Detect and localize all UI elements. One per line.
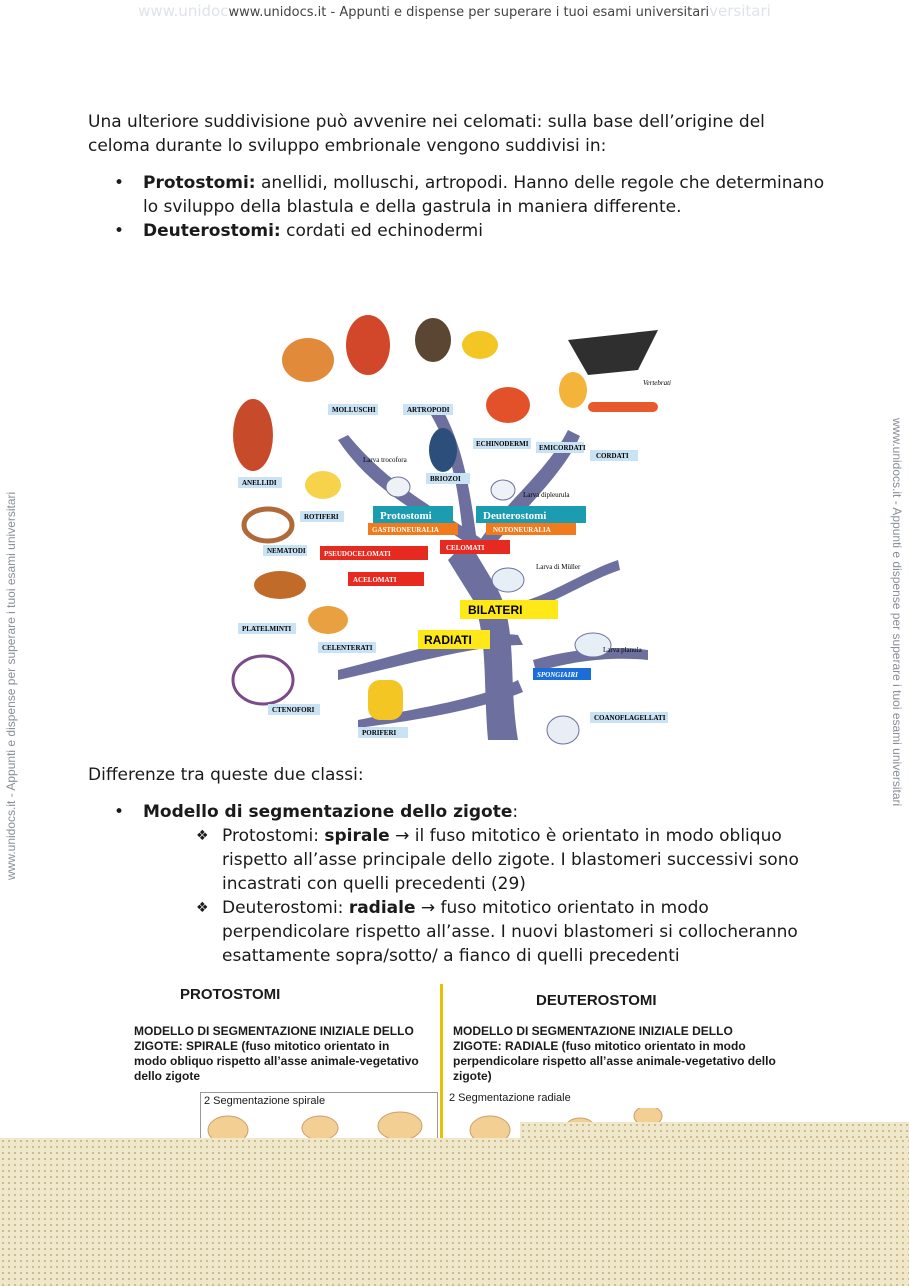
tree-label: Deuterostomi [483, 510, 547, 522]
list-item [88, 171, 828, 219]
figure-right-title: DEUTEROSTOMI [536, 992, 657, 1009]
segmentation-title: Modello di segmentazione dello zigote [143, 802, 513, 822]
sub-item-term: radiale [348, 898, 416, 918]
list-item-text: anellidi, molluschi, artropodi. Hanno delle regole che determinano lo sviluppo della blastula e della gastrula in maniera differente. [143, 173, 825, 217]
tree-label: Larva dipleurula [523, 491, 570, 499]
side-watermark-left: www.unidocs.it - Appunti e dispense per superare i tuoi esami universitari [4, 491, 18, 880]
tree-label: BRIOZOI [430, 475, 461, 483]
tree-label: MOLLUSCHI [332, 406, 376, 414]
tree-label: CELENTERATI [322, 644, 373, 652]
figure-left-text: MODELLO DI SEGMENTAZIONE INIZIALE DELLO ZIGOTE: SPIRALE (fuso mitotico orientato in modo obliquo rispetto all’asse animale-vegetativo dello zigote [134, 1024, 419, 1083]
tree-label: Larva di Müller [536, 563, 581, 571]
page-header [0, 2, 909, 20]
phylogenetic-tree-image [218, 300, 696, 745]
figure-right-text: MODELLO DI SEGMENTAZIONE INIZIALE DELLO ZIGOTE: RADIALE (fuso mitotico orientato in modo perpendicolare rispetto all’asse animale-vegetativo dello zigote) [453, 1024, 776, 1083]
tree-label: NEMATODI [267, 547, 306, 555]
segmentation-figure [130, 980, 790, 1140]
tree-label: ANELLIDI [242, 479, 277, 487]
tree-label: PSEUDOCELOMATI [324, 550, 391, 558]
intro-paragraph: Una ulteriore suddivisione può avvenire nei celomati: sulla base dell’origine del celoma durante lo sviluppo embrionale vengono suddivisi in: [88, 112, 765, 156]
tree-label: ARTROPODI [407, 406, 450, 414]
tree-label: CORDATI [596, 452, 629, 460]
sub-item-term: spirale [324, 826, 390, 846]
list-item-text: cordati ed echinodermi [280, 221, 483, 241]
tree-label: ROTIFERI [304, 513, 339, 521]
tree-label: EMICORDATI [539, 444, 586, 452]
segmentation-section [88, 800, 828, 968]
tree-label: SPONGIAIRI [537, 671, 578, 679]
figure-left-title: PROTOSTOMI [180, 986, 281, 1003]
header-ghost-right: versitari [709, 2, 771, 20]
header-ghost-left: www.unidoc [138, 2, 229, 20]
tree-label: RADIATI [424, 633, 472, 647]
list-item-term: Protostomi: [143, 173, 256, 193]
dotted-overlay [0, 1138, 909, 1286]
tree-label: PLATELMINTI [242, 625, 292, 633]
tree-label: PORIFERI [362, 729, 397, 737]
tree-label: COANOFLAGELLATI [594, 714, 666, 722]
tree-label: GASTRONEURALIA [372, 526, 439, 534]
differences-heading: Differenze tra queste due classi: [88, 765, 364, 785]
sub-item-prefix: Deuterostomi: [222, 898, 349, 918]
diamond-bullet-icon: ❖ [196, 828, 209, 844]
sub-item-protostomi [88, 824, 828, 896]
tree-label: CTENOFORI [272, 706, 315, 714]
figure-left-subtitle: 2 Segmentazione spirale [204, 1095, 326, 1107]
tree-label: BILATERI [468, 603, 523, 617]
tree-label: Larva trocofora [363, 456, 407, 464]
list-item-term: Deuterostomi: [143, 221, 281, 241]
list-item [88, 219, 828, 243]
sub-item-deuterostomi [88, 896, 828, 968]
tree-label: ACELOMATI [353, 576, 397, 584]
tree-label: Vertebrati [643, 379, 671, 387]
figure-right-subtitle: 2 Segmentazione radiale [449, 1092, 571, 1104]
segmentation-colon: : [512, 802, 519, 822]
sub-item-prefix: Protostomi: [222, 826, 325, 846]
tree-label: Larva planula [603, 646, 642, 654]
sub-item-text: → fuso mitotico orientato in modo perpendicolare rispetto all’asse. I nuovi blastomeri si collocheranno esattamente sopra/sotto/ a fianco di quelli precedenti [222, 898, 798, 966]
list-item [88, 800, 828, 824]
tree-label: NOTONEURALIA [493, 526, 551, 534]
side-watermark-right: www.unidocs.it - Appunti e dispense per superare i tuoi esami universitari [890, 418, 904, 807]
diamond-bullet-icon: ❖ [196, 900, 209, 916]
tree-label: CELOMATI [446, 544, 485, 552]
tree-label: Protostomi [380, 510, 432, 522]
classification-list [88, 171, 828, 243]
tree-label: ECHINODERMI [476, 440, 529, 448]
header-text[interactable]: www.unidocs.it - Appunti e dispense per superare i tuoi esami universitari [228, 5, 710, 20]
sub-item-text: → il fuso mitotico è orientato in modo obliquo rispetto all’asse principale dello zigote. I blastomeri successivi sono incastrati con quelli precedenti (29) [222, 826, 799, 894]
